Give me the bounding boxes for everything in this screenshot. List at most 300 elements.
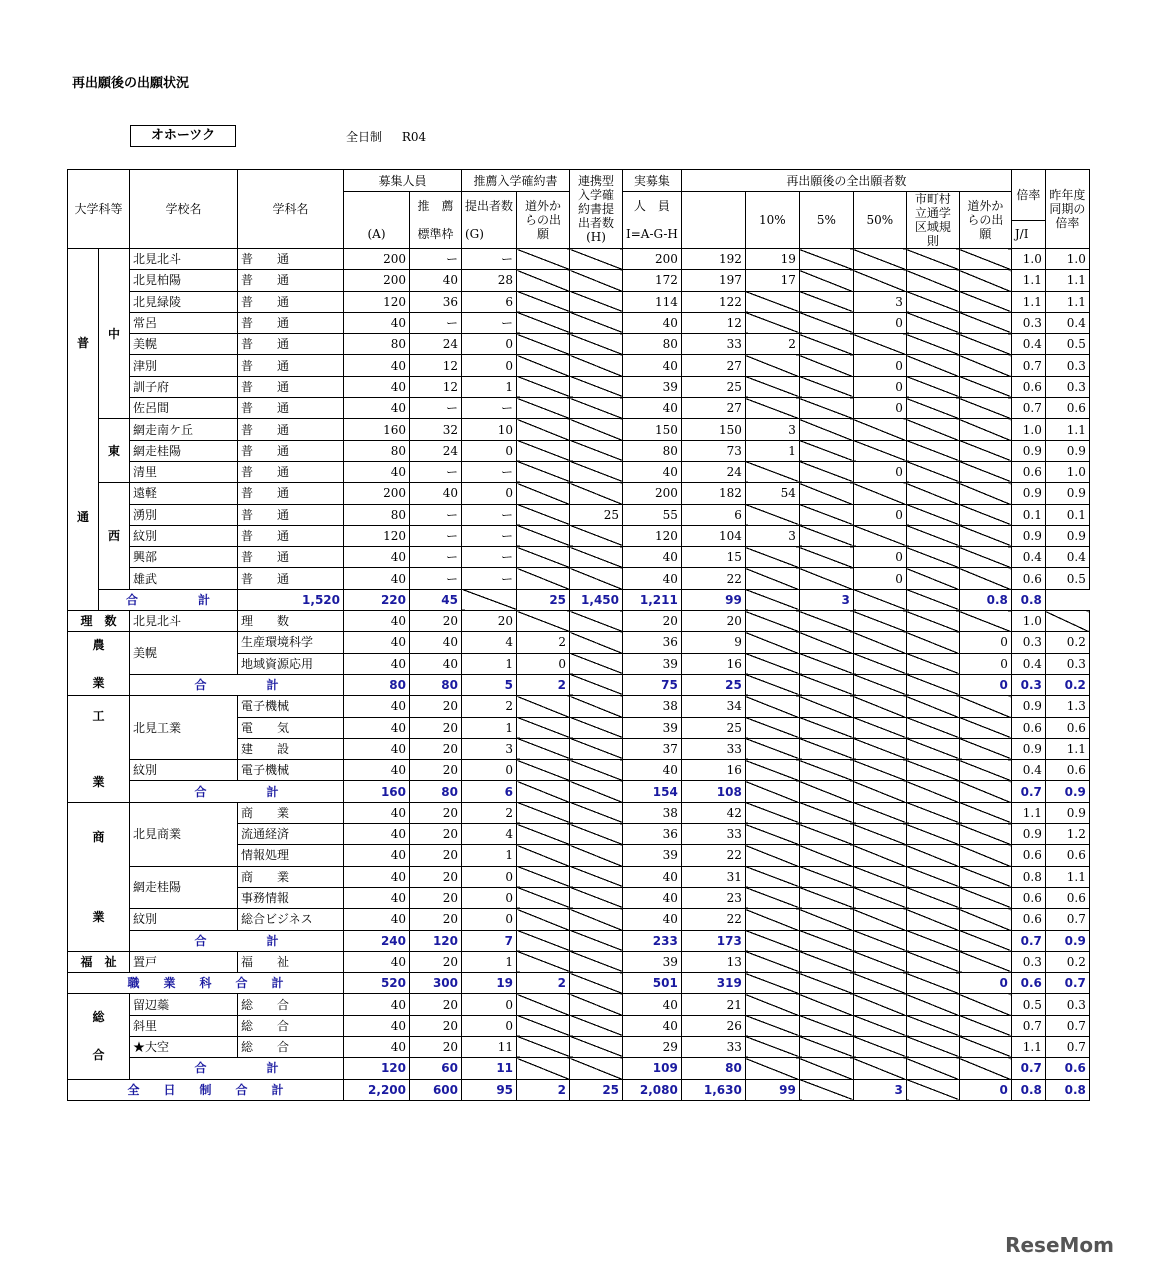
header-boshu-blank xyxy=(344,192,410,221)
cell-p10 xyxy=(745,547,799,568)
cell-r: 1.0 xyxy=(1011,611,1045,632)
cell-p50 xyxy=(853,611,906,632)
cell-o xyxy=(959,355,1011,376)
cell-s: 300 xyxy=(410,973,462,994)
dept-name: 総 合 xyxy=(238,994,344,1015)
cell-o: 0 xyxy=(959,653,1011,674)
cell-h xyxy=(570,270,623,291)
total-label: 合 計 xyxy=(130,1058,344,1079)
cell-p10: 1 xyxy=(745,440,799,461)
cell-a: 40 xyxy=(344,1036,410,1057)
cell-h xyxy=(570,696,623,717)
header-formula: I=A-G-H xyxy=(623,220,682,249)
cell-h: 25 xyxy=(570,504,623,525)
cell-j: 31 xyxy=(681,866,745,887)
cell-r: 0.8 xyxy=(1011,1079,1045,1100)
cell-i: 38 xyxy=(623,802,682,823)
cell-j: 16 xyxy=(681,760,745,781)
cat-nogyo xyxy=(68,632,130,696)
cell-j: 22 xyxy=(681,568,745,589)
cell-o xyxy=(959,760,1011,781)
cell-g: 5 xyxy=(462,674,517,695)
cell-i: 39 xyxy=(623,376,682,397)
cell-s: 12 xyxy=(410,376,462,397)
school-name: 興部 xyxy=(130,547,238,568)
schedule-info xyxy=(346,128,442,145)
cell-s: 20 xyxy=(410,845,462,866)
cell-p5 xyxy=(799,440,853,461)
cell-i: 37 xyxy=(623,738,682,759)
cell-p50 xyxy=(853,760,906,781)
cell-p50 xyxy=(853,781,906,802)
cell-p50: 0 xyxy=(853,355,906,376)
cell-d xyxy=(517,355,570,376)
cell-a: 520 xyxy=(344,973,410,994)
cell-p5 xyxy=(799,291,853,312)
cell-i: 36 xyxy=(623,632,682,653)
cell-d xyxy=(517,483,570,504)
cell-o xyxy=(959,994,1011,1015)
cell-i: 40 xyxy=(623,1015,682,1036)
school-name: 雄武 xyxy=(130,568,238,589)
dept-name: 普 通 xyxy=(238,334,344,355)
cell-l: 0.3 xyxy=(1045,376,1089,397)
cell-j: 1,630 xyxy=(681,1079,745,1100)
cell-i: 109 xyxy=(623,1058,682,1079)
cell-d xyxy=(517,1058,570,1079)
cell-m xyxy=(906,994,959,1015)
cell-l: 0.2 xyxy=(1045,674,1089,695)
cell-m xyxy=(906,824,959,845)
cell-m xyxy=(906,781,959,802)
cell-o xyxy=(959,440,1011,461)
cell-d xyxy=(517,909,570,930)
cell-g: ー xyxy=(462,504,517,525)
cell-j: 23 xyxy=(681,887,745,908)
cell-p5 xyxy=(799,738,853,759)
table-row xyxy=(68,909,1090,930)
cell-j: 22 xyxy=(681,909,745,930)
cell-r: 0.3 xyxy=(1011,312,1045,333)
cell-a: 120 xyxy=(344,525,410,546)
cell-r: 1.0 xyxy=(1011,249,1045,270)
cell-m xyxy=(906,674,959,695)
cell-r: 0.8 xyxy=(1011,866,1045,887)
cell-r: 0.7 xyxy=(1011,781,1045,802)
cell-r: 0.6 xyxy=(1011,845,1045,866)
cell-o xyxy=(906,589,959,610)
cell-p5 xyxy=(799,249,853,270)
cell-p10 xyxy=(745,866,799,887)
cell-j: 26 xyxy=(681,1015,745,1036)
cell-r: 0.8 xyxy=(959,589,1011,610)
cell-d xyxy=(517,1036,570,1057)
cell-s: ー xyxy=(410,525,462,546)
dept-name: 地域資源応用 xyxy=(238,653,344,674)
dept-name: 普 通 xyxy=(238,419,344,440)
cat-shogyo-top: 商 xyxy=(92,829,105,844)
cell-m xyxy=(906,973,959,994)
dept-name: 普 通 xyxy=(238,461,344,482)
cell-a: 80 xyxy=(344,334,410,355)
cell-p5 xyxy=(799,398,853,419)
cell-g: 0 xyxy=(462,760,517,781)
cell-d xyxy=(517,419,570,440)
cell-l: 0.9 xyxy=(1045,930,1089,951)
cell-p50 xyxy=(853,419,906,440)
header-suisen: 推 薦 xyxy=(410,192,462,221)
cell-a: 40 xyxy=(344,760,410,781)
cell-h xyxy=(570,398,623,419)
cell-g: 6 xyxy=(462,781,517,802)
cell-p5 xyxy=(799,568,853,589)
table-row xyxy=(68,951,1090,972)
table-body xyxy=(68,170,1090,1101)
cell-h xyxy=(570,930,623,951)
cell-j: 1,211 xyxy=(623,589,682,610)
cell-l: 0.2 xyxy=(1045,632,1089,653)
cell-j: 20 xyxy=(681,611,745,632)
cell-o xyxy=(959,909,1011,930)
cell-p5 xyxy=(799,909,853,930)
dept-name: 普 通 xyxy=(238,547,344,568)
school-name: 斜里 xyxy=(130,1015,238,1036)
cell-h xyxy=(570,909,623,930)
cell-a: 160 xyxy=(344,419,410,440)
cell-m xyxy=(906,440,959,461)
cell-o xyxy=(959,249,1011,270)
cell-p10 xyxy=(745,824,799,845)
cell-p5 xyxy=(799,696,853,717)
cell-p5 xyxy=(799,973,853,994)
cat-futsu-bottom: 通 xyxy=(76,509,89,524)
cell-o xyxy=(959,1015,1011,1036)
cell-p5 xyxy=(799,887,853,908)
cell-o xyxy=(959,717,1011,738)
cat-rika: 理 数 xyxy=(68,611,130,632)
region-label: オホーツク xyxy=(130,125,236,147)
cell-p10 xyxy=(745,909,799,930)
cell-l: 0.3 xyxy=(1045,355,1089,376)
cat-fukushi: 福 祉 xyxy=(68,951,130,972)
dept-name: 情報処理 xyxy=(238,845,344,866)
table-row xyxy=(68,504,1090,525)
cell-l: 0.9 xyxy=(1045,802,1089,823)
table-row xyxy=(68,547,1090,568)
cell-i: 40 xyxy=(623,994,682,1015)
school-name: 北見工業 xyxy=(130,696,238,760)
cell-p5 xyxy=(799,525,853,546)
cell-o: 0 xyxy=(959,632,1011,653)
cell-s: 20 xyxy=(410,611,462,632)
school-name: 津別 xyxy=(130,355,238,376)
cat-nishi: 西 xyxy=(99,483,130,589)
cell-h xyxy=(570,334,623,355)
document-title: 再出願後の出願状況 xyxy=(72,76,190,91)
cell-p10 xyxy=(745,717,799,738)
cell-h xyxy=(570,568,623,589)
cell-p10: 19 xyxy=(745,249,799,270)
school-name: ★大空 xyxy=(130,1036,238,1057)
header-bairitsu: 倍率 xyxy=(1011,170,1045,221)
cell-h xyxy=(570,611,623,632)
cat-sogo-bottom: 合 xyxy=(92,1048,105,1063)
cell-o xyxy=(959,419,1011,440)
cell-m xyxy=(906,483,959,504)
cell-a: 40 xyxy=(344,355,410,376)
cell-a: 40 xyxy=(344,909,410,930)
cell-s: 40 xyxy=(410,483,462,504)
cell-o xyxy=(959,866,1011,887)
cell-g: 1 xyxy=(462,845,517,866)
cell-d xyxy=(517,547,570,568)
cell-h xyxy=(570,802,623,823)
school-name: 美幌 xyxy=(130,334,238,355)
cell-r: 0.9 xyxy=(1011,696,1045,717)
cell-h xyxy=(570,632,623,653)
cell-i: 20 xyxy=(623,611,682,632)
cell-p5 xyxy=(799,866,853,887)
school-name: 網走南ケ丘 xyxy=(130,419,238,440)
cell-s: 600 xyxy=(410,1079,462,1100)
cell-a: 160 xyxy=(344,781,410,802)
cell-h xyxy=(570,291,623,312)
cell-p50 xyxy=(853,270,906,291)
cell-h xyxy=(570,376,623,397)
cell-h xyxy=(570,781,623,802)
cell-s: ー xyxy=(410,312,462,333)
table-row xyxy=(68,398,1090,419)
cell-p50 xyxy=(853,951,906,972)
cell-p10 xyxy=(745,760,799,781)
cell-o xyxy=(959,398,1011,419)
cell-h xyxy=(570,717,623,738)
cat-shogyo-bottom: 業 xyxy=(92,909,105,924)
cell-p50 xyxy=(853,1036,906,1057)
cell-m xyxy=(906,525,959,546)
cell-p50 xyxy=(853,440,906,461)
cell-g: ー xyxy=(462,249,517,270)
cell-o xyxy=(959,504,1011,525)
dept-name: 普 通 xyxy=(238,376,344,397)
dept-name: 事務情報 xyxy=(238,887,344,908)
cell-h xyxy=(570,1036,623,1057)
cell-p50 xyxy=(853,802,906,823)
cell-m xyxy=(906,951,959,972)
cell-g: 0 xyxy=(462,355,517,376)
table-row xyxy=(68,611,1090,632)
school-name: 清里 xyxy=(130,461,238,482)
cell-i: 114 xyxy=(623,291,682,312)
cell-p10: 54 xyxy=(745,483,799,504)
cell-l: 0.1 xyxy=(1045,504,1089,525)
cell-g: 19 xyxy=(462,973,517,994)
header-dept: 学科名 xyxy=(238,170,344,249)
cell-m xyxy=(906,845,959,866)
cell-p5 xyxy=(799,717,853,738)
cell-h xyxy=(570,866,623,887)
cell-p50 xyxy=(853,994,906,1015)
cell-j: 12 xyxy=(681,312,745,333)
cell-s: 60 xyxy=(410,1058,462,1079)
cell-d xyxy=(517,440,570,461)
cell-d: 2 xyxy=(517,632,570,653)
cell-p10 xyxy=(745,568,799,589)
cell-p10: 3 xyxy=(745,525,799,546)
cell-l: 1.0 xyxy=(1045,249,1089,270)
cell-r: 0.7 xyxy=(1011,355,1045,376)
cell-p50 xyxy=(853,1015,906,1036)
cell-m xyxy=(906,547,959,568)
dept-name: 商 業 xyxy=(238,802,344,823)
cell-h xyxy=(570,973,623,994)
dept-name: 総 合 xyxy=(238,1015,344,1036)
cell-j: 173 xyxy=(681,930,745,951)
cell-i: 1,450 xyxy=(570,589,623,610)
header-suisen-doc: 推薦入学確約書 xyxy=(462,170,570,192)
cell-a: 40 xyxy=(344,994,410,1015)
cell-m xyxy=(906,1079,959,1100)
cell-s: 20 xyxy=(410,824,462,845)
cell-s: 20 xyxy=(410,951,462,972)
cell-g: 0 xyxy=(462,887,517,908)
cell-a: 40 xyxy=(344,632,410,653)
cell-h xyxy=(570,653,623,674)
cell-p5 xyxy=(799,760,853,781)
school-name: 留辺蘂 xyxy=(130,994,238,1015)
cell-s: 40 xyxy=(410,632,462,653)
cell-h xyxy=(570,674,623,695)
cell-a: 120 xyxy=(344,1058,410,1079)
cell-i: 40 xyxy=(623,760,682,781)
cell-d xyxy=(517,994,570,1015)
school-name: 北見緑陵 xyxy=(130,291,238,312)
cell-m xyxy=(906,312,959,333)
cell-s: 20 xyxy=(410,717,462,738)
cell-l: 0.3 xyxy=(1045,994,1089,1015)
dept-name: 総合ビジネス xyxy=(238,909,344,930)
cell-l: 0.9 xyxy=(1045,525,1089,546)
cell-i: 40 xyxy=(623,461,682,482)
cell-d xyxy=(517,270,570,291)
cat-kogyo-top: 工 xyxy=(92,708,105,723)
cell-m xyxy=(906,909,959,930)
dept-name: 電 気 xyxy=(238,717,344,738)
cell-m xyxy=(906,887,959,908)
cell-h xyxy=(570,440,623,461)
cell-g: 2 xyxy=(462,802,517,823)
cell-j: 197 xyxy=(681,270,745,291)
cell-p50: 3 xyxy=(853,291,906,312)
cat-nogyo-bottom: 業 xyxy=(92,675,105,690)
cell-o xyxy=(959,270,1011,291)
cell-p50 xyxy=(853,930,906,951)
cell-o xyxy=(959,547,1011,568)
cat-nogyo-top: 農 xyxy=(92,637,105,652)
cell-m xyxy=(906,717,959,738)
cell-a: 40 xyxy=(344,398,410,419)
cell-o: 0 xyxy=(959,973,1011,994)
cell-j: 25 xyxy=(681,376,745,397)
cell-r: 0.6 xyxy=(1011,909,1045,930)
cell-o: 0 xyxy=(959,674,1011,695)
cell-j: 25 xyxy=(681,674,745,695)
cell-d xyxy=(517,951,570,972)
cell-o xyxy=(959,376,1011,397)
cell-l: 0.8 xyxy=(1011,589,1045,610)
cell-d xyxy=(517,930,570,951)
cell-s: ー xyxy=(410,504,462,525)
cell-p50 xyxy=(853,845,906,866)
cell-d xyxy=(517,249,570,270)
cell-r: 0.9 xyxy=(1011,824,1045,845)
header-hyojun: 標準枠 xyxy=(410,220,462,249)
dept-name: 普 通 xyxy=(238,568,344,589)
cell-s: 20 xyxy=(410,802,462,823)
cell-p10 xyxy=(745,802,799,823)
cell-p50 xyxy=(853,334,906,355)
cell-g: 0 xyxy=(462,334,517,355)
cell-g: 6 xyxy=(462,291,517,312)
cell-d xyxy=(517,291,570,312)
cell-j: 24 xyxy=(681,461,745,482)
cell-p10: 2 xyxy=(745,334,799,355)
cell-g: ー xyxy=(462,461,517,482)
table-row xyxy=(68,1015,1090,1036)
cell-p10 xyxy=(745,973,799,994)
cell-p50 xyxy=(853,738,906,759)
cell-r: 1.1 xyxy=(1011,291,1045,312)
cell-o xyxy=(959,461,1011,482)
cell-a: 40 xyxy=(344,312,410,333)
cell-a: 40 xyxy=(344,461,410,482)
cell-p50 xyxy=(853,696,906,717)
cell-g: 0 xyxy=(462,1015,517,1036)
cell-m xyxy=(906,461,959,482)
cell-j: 33 xyxy=(681,738,745,759)
table-row xyxy=(68,334,1090,355)
header-teishutsu: 提出者数 xyxy=(462,192,517,221)
cell-l: 0.6 xyxy=(1045,887,1089,908)
cell-p50: 0 xyxy=(853,398,906,419)
cell-a: 40 xyxy=(344,611,410,632)
table-row xyxy=(68,483,1090,504)
cell-o xyxy=(959,312,1011,333)
cell-r: 0.3 xyxy=(1011,951,1045,972)
total-label: 合 計 xyxy=(99,589,238,610)
cell-o xyxy=(959,483,1011,504)
table-row xyxy=(68,461,1090,482)
cell-d xyxy=(517,334,570,355)
cell-s: 20 xyxy=(410,909,462,930)
cell-p5 xyxy=(799,930,853,951)
cell-h xyxy=(570,547,623,568)
cat-futsu-top: 普 xyxy=(76,335,89,350)
cell-g: 20 xyxy=(462,611,517,632)
cell-m xyxy=(906,419,959,440)
cell-g: 1 xyxy=(462,376,517,397)
cell-j: 25 xyxy=(681,717,745,738)
cell-p5 xyxy=(799,547,853,568)
header-g: (G) xyxy=(462,220,517,249)
cell-i: 40 xyxy=(623,866,682,887)
cell-d xyxy=(517,824,570,845)
table-row xyxy=(68,632,1090,653)
cell-s: 20 xyxy=(410,887,462,908)
cell-g: ー xyxy=(462,398,517,419)
cell-s: 24 xyxy=(410,440,462,461)
cell-p5 xyxy=(799,376,853,397)
